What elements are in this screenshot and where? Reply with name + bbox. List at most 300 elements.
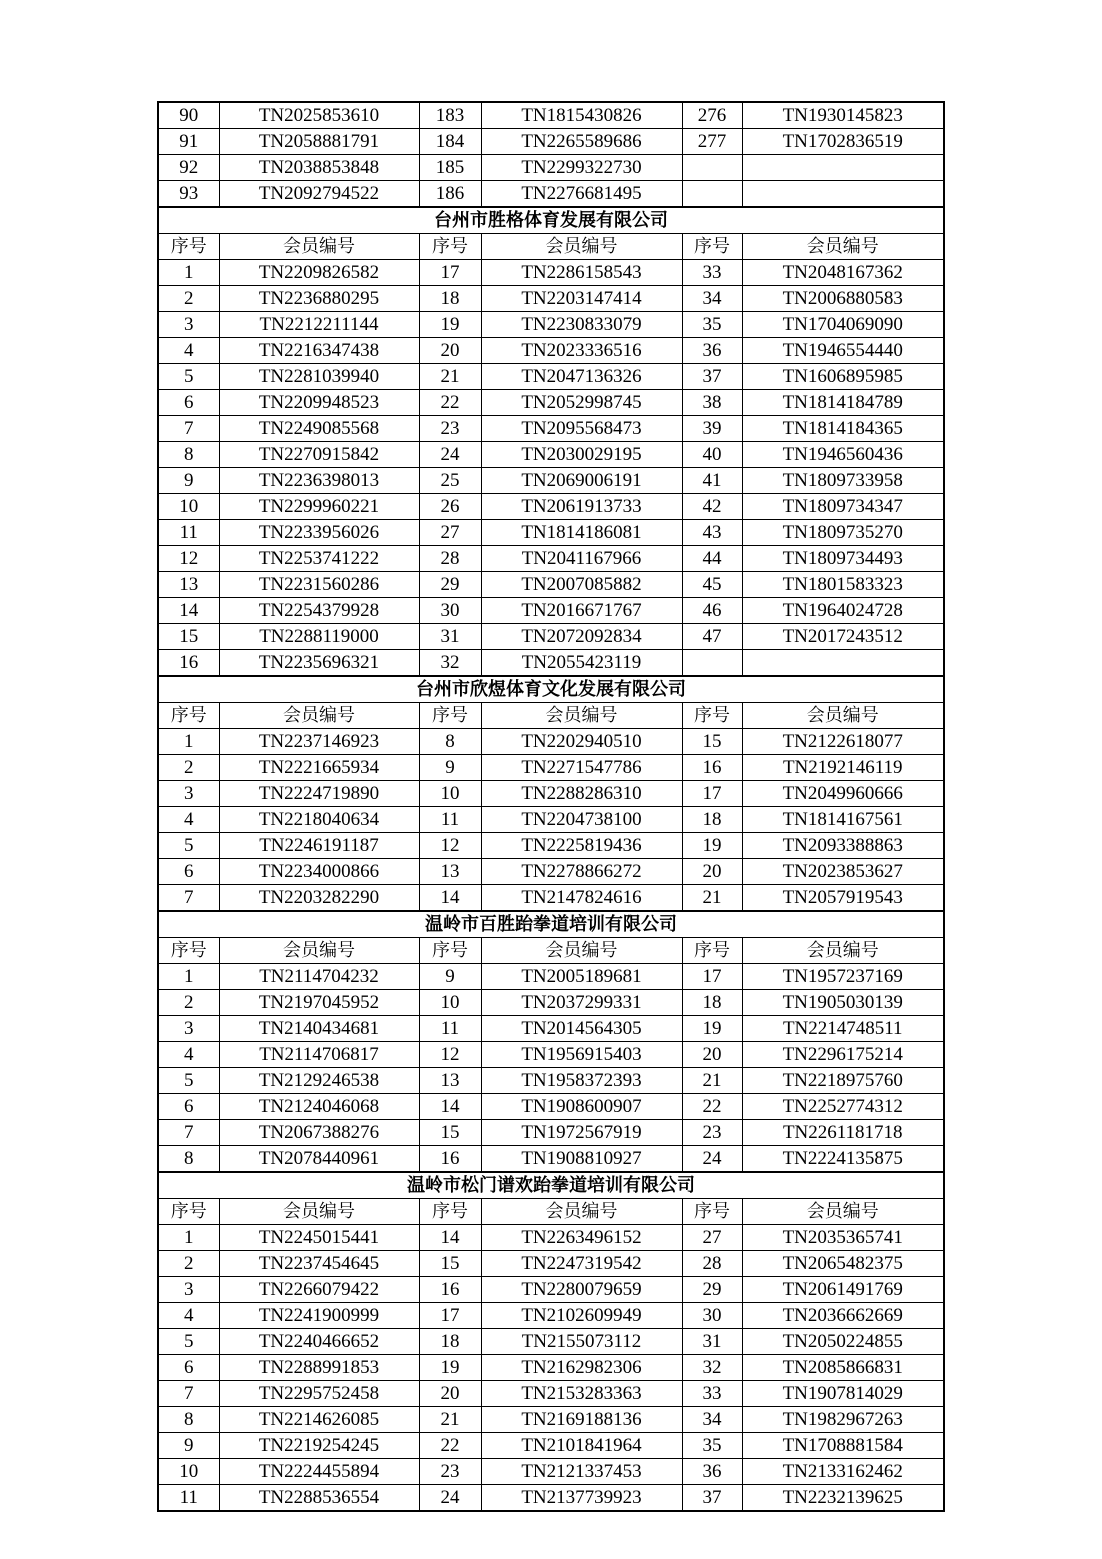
member-no-cell: TN2102609949 xyxy=(481,1303,682,1329)
member-no-cell: TN2137739923 xyxy=(481,1485,682,1512)
member-no-cell: TN2061913733 xyxy=(481,494,682,520)
seq-cell: 40 xyxy=(682,442,742,468)
seq-cell: 20 xyxy=(419,338,481,364)
seq-cell: 25 xyxy=(419,468,481,494)
seq-cell: 36 xyxy=(682,338,742,364)
member-no-cell: TN2252774312 xyxy=(742,1094,944,1120)
seq-cell: 277 xyxy=(682,129,742,155)
seq-cell: 16 xyxy=(682,755,742,781)
seq-cell: 15 xyxy=(158,624,219,650)
member-no-cell: TN1982967263 xyxy=(742,1407,944,1433)
seq-cell: 10 xyxy=(419,781,481,807)
member-no-cell: TN2218975760 xyxy=(742,1068,944,1094)
seq-cell: 4 xyxy=(158,1303,219,1329)
member-no-cell: TN2209826582 xyxy=(219,260,419,286)
member-no-cell: TN1905030139 xyxy=(742,990,944,1016)
header-member-no: 会员编号 xyxy=(481,234,682,260)
member-no-cell: TN2288286310 xyxy=(481,781,682,807)
member-no-cell: TN1815430826 xyxy=(481,102,682,129)
seq-cell: 14 xyxy=(158,598,219,624)
seq-cell xyxy=(682,181,742,208)
seq-cell: 90 xyxy=(158,102,219,129)
member-no-cell: TN2299960221 xyxy=(219,494,419,520)
table-row xyxy=(158,390,944,416)
member-no-cell: TN2030029195 xyxy=(481,442,682,468)
table-row xyxy=(158,1120,944,1146)
table-row xyxy=(158,520,944,546)
seq-cell: 10 xyxy=(158,494,219,520)
member-no-cell: TN2224135875 xyxy=(742,1146,944,1173)
member-no-cell: TN2065482375 xyxy=(742,1251,944,1277)
seq-cell: 2 xyxy=(158,755,219,781)
table-row xyxy=(158,1225,944,1251)
seq-cell: 9 xyxy=(158,468,219,494)
member-no-cell: TN2286158543 xyxy=(481,260,682,286)
member-no-cell: TN1946560436 xyxy=(742,442,944,468)
member-no-cell xyxy=(742,181,944,208)
table-row xyxy=(158,1485,944,1512)
seq-cell: 9 xyxy=(158,1433,219,1459)
header-seq: 序号 xyxy=(682,234,742,260)
seq-cell: 16 xyxy=(419,1146,481,1173)
table-row xyxy=(158,546,944,572)
member-no-cell: TN2203147414 xyxy=(481,286,682,312)
table-row xyxy=(158,1433,944,1459)
section-title-row xyxy=(158,676,944,703)
header-member-no: 会员编号 xyxy=(219,938,419,964)
member-no-cell: TN2037299331 xyxy=(481,990,682,1016)
member-no-cell: TN1956915403 xyxy=(481,1042,682,1068)
member-no-cell: TN2133162462 xyxy=(742,1459,944,1485)
seq-cell: 14 xyxy=(419,885,481,912)
member-no-cell: TN2221665934 xyxy=(219,755,419,781)
table-row xyxy=(158,1277,944,1303)
seq-cell: 35 xyxy=(682,312,742,338)
seq-cell: 4 xyxy=(158,338,219,364)
member-no-cell: TN2072092834 xyxy=(481,624,682,650)
header-row xyxy=(158,938,944,964)
member-no-cell: TN2236398013 xyxy=(219,468,419,494)
seq-cell: 2 xyxy=(158,1251,219,1277)
seq-cell: 15 xyxy=(419,1251,481,1277)
member-no-cell: TN2058881791 xyxy=(219,129,419,155)
member-no-cell: TN2209948523 xyxy=(219,390,419,416)
member-no-cell: TN2067388276 xyxy=(219,1120,419,1146)
seq-cell: 15 xyxy=(682,729,742,755)
table-row xyxy=(158,1042,944,1068)
seq-cell: 17 xyxy=(682,964,742,990)
seq-cell: 37 xyxy=(682,364,742,390)
member-no-cell: TN2203282290 xyxy=(219,885,419,912)
table-row xyxy=(158,781,944,807)
seq-cell: 45 xyxy=(682,572,742,598)
member-no-cell: TN2050224855 xyxy=(742,1329,944,1355)
member-no-cell: TN2095568473 xyxy=(481,416,682,442)
member-no-cell: TN2114704232 xyxy=(219,964,419,990)
seq-cell: 19 xyxy=(682,833,742,859)
member-no-cell: TN2299322730 xyxy=(481,155,682,181)
seq-cell: 8 xyxy=(158,1407,219,1433)
seq-cell: 3 xyxy=(158,1277,219,1303)
table-row xyxy=(158,1303,944,1329)
header-row xyxy=(158,1199,944,1225)
seq-cell: 11 xyxy=(419,807,481,833)
seq-cell: 30 xyxy=(419,598,481,624)
table-row xyxy=(158,807,944,833)
member-no-cell: TN2052998745 xyxy=(481,390,682,416)
seq-cell: 6 xyxy=(158,859,219,885)
seq-cell: 186 xyxy=(419,181,481,208)
seq-cell: 16 xyxy=(158,650,219,677)
member-no-cell: TN1958372393 xyxy=(481,1068,682,1094)
member-no-cell: TN2192146119 xyxy=(742,755,944,781)
seq-cell: 24 xyxy=(419,1485,481,1512)
member-no-cell: TN1964024728 xyxy=(742,598,944,624)
member-no-cell: TN2023853627 xyxy=(742,859,944,885)
table-row xyxy=(158,312,944,338)
member-no-cell: TN2122618077 xyxy=(742,729,944,755)
seq-cell: 17 xyxy=(419,1303,481,1329)
seq-cell: 9 xyxy=(419,755,481,781)
seq-cell: 47 xyxy=(682,624,742,650)
member-no-cell: TN1814167561 xyxy=(742,807,944,833)
seq-cell: 33 xyxy=(682,1381,742,1407)
seq-cell: 14 xyxy=(419,1225,481,1251)
header-seq: 序号 xyxy=(682,938,742,964)
section-title: 台州市胜格体育发展有限公司 xyxy=(158,207,944,234)
header-member-no: 会员编号 xyxy=(742,938,944,964)
seq-cell: 11 xyxy=(419,1016,481,1042)
table-row xyxy=(158,885,944,912)
member-no-cell: TN2214748511 xyxy=(742,1016,944,1042)
member-no-cell: TN1708881584 xyxy=(742,1433,944,1459)
member-no-cell: TN2057919543 xyxy=(742,885,944,912)
header-member-no: 会员编号 xyxy=(481,1199,682,1225)
table-row xyxy=(158,338,944,364)
member-no-cell: TN2296175214 xyxy=(742,1042,944,1068)
member-no-cell: TN2224455894 xyxy=(219,1459,419,1485)
member-no-cell: TN2005189681 xyxy=(481,964,682,990)
seq-cell: 42 xyxy=(682,494,742,520)
seq-cell: 19 xyxy=(419,1355,481,1381)
member-no-cell: TN1809735270 xyxy=(742,520,944,546)
table-row xyxy=(158,416,944,442)
table-row xyxy=(158,1459,944,1485)
member-no-cell: TN2114706817 xyxy=(219,1042,419,1068)
seq-cell: 12 xyxy=(419,833,481,859)
member-no-cell: TN2225819436 xyxy=(481,833,682,859)
member-no-cell: TN2235696321 xyxy=(219,650,419,677)
section xyxy=(158,676,944,911)
member-no-cell: TN1814184365 xyxy=(742,416,944,442)
seq-cell: 4 xyxy=(158,807,219,833)
member-no-cell: TN2016671767 xyxy=(481,598,682,624)
header-row xyxy=(158,234,944,260)
table-row xyxy=(158,729,944,755)
seq-cell: 37 xyxy=(682,1485,742,1512)
seq-cell: 92 xyxy=(158,155,219,181)
member-no-cell: TN2197045952 xyxy=(219,990,419,1016)
member-no-cell: TN2232139625 xyxy=(742,1485,944,1512)
seq-cell: 5 xyxy=(158,833,219,859)
section-title-row xyxy=(158,1172,944,1199)
member-no-cell: TN2270915842 xyxy=(219,442,419,468)
member-no-cell: TN2288119000 xyxy=(219,624,419,650)
member-no-cell: TN1972567919 xyxy=(481,1120,682,1146)
seq-cell: 32 xyxy=(682,1355,742,1381)
seq-cell: 46 xyxy=(682,598,742,624)
member-no-cell: TN2202940510 xyxy=(481,729,682,755)
member-no-cell: TN1957237169 xyxy=(742,964,944,990)
seq-cell xyxy=(682,650,742,677)
member-no-cell: TN2155073112 xyxy=(481,1329,682,1355)
member-no-cell: TN2140434681 xyxy=(219,1016,419,1042)
table-row xyxy=(158,833,944,859)
header-seq: 序号 xyxy=(419,234,481,260)
member-no-cell: TN2240466652 xyxy=(219,1329,419,1355)
member-no-cell xyxy=(742,650,944,677)
seq-cell: 22 xyxy=(419,1433,481,1459)
table-row xyxy=(158,181,944,208)
member-no-cell: TN1809734347 xyxy=(742,494,944,520)
member-no-cell: TN2233956026 xyxy=(219,520,419,546)
seq-cell: 8 xyxy=(158,442,219,468)
seq-cell: 2 xyxy=(158,286,219,312)
member-no-cell: TN2124046068 xyxy=(219,1094,419,1120)
seq-cell: 13 xyxy=(419,1068,481,1094)
seq-cell: 22 xyxy=(682,1094,742,1120)
table-row xyxy=(158,1251,944,1277)
seq-cell: 20 xyxy=(419,1381,481,1407)
seq-cell: 93 xyxy=(158,181,219,208)
seq-cell: 91 xyxy=(158,129,219,155)
member-no-cell: TN2041167966 xyxy=(481,546,682,572)
table-row xyxy=(158,1146,944,1173)
member-no-cell: TN2295752458 xyxy=(219,1381,419,1407)
header-seq: 序号 xyxy=(158,938,219,964)
member-no-cell: TN2230833079 xyxy=(481,312,682,338)
seq-cell: 31 xyxy=(682,1329,742,1355)
section xyxy=(158,207,944,676)
member-no-cell: TN2017243512 xyxy=(742,624,944,650)
section-title-row xyxy=(158,911,944,938)
member-no-cell: TN1908600907 xyxy=(481,1094,682,1120)
seq-cell: 19 xyxy=(682,1016,742,1042)
member-no-cell: TN2241900999 xyxy=(219,1303,419,1329)
seq-cell: 7 xyxy=(158,885,219,912)
header-seq: 序号 xyxy=(419,703,481,729)
seq-cell: 183 xyxy=(419,102,481,129)
seq-cell: 18 xyxy=(419,1329,481,1355)
table-row xyxy=(158,1068,944,1094)
member-no-cell: TN2212211144 xyxy=(219,312,419,338)
section xyxy=(158,911,944,1172)
seq-cell: 15 xyxy=(419,1120,481,1146)
section xyxy=(158,102,944,207)
member-no-cell xyxy=(742,155,944,181)
seq-cell: 41 xyxy=(682,468,742,494)
member-no-cell: TN2035365741 xyxy=(742,1225,944,1251)
member-no-cell: TN2254379928 xyxy=(219,598,419,624)
member-no-cell: TN2204738100 xyxy=(481,807,682,833)
table-row xyxy=(158,155,944,181)
seq-cell: 5 xyxy=(158,364,219,390)
member-no-cell: TN2247319542 xyxy=(481,1251,682,1277)
seq-cell: 5 xyxy=(158,1068,219,1094)
table-row xyxy=(158,1329,944,1355)
seq-cell: 22 xyxy=(419,390,481,416)
header-seq: 序号 xyxy=(158,234,219,260)
seq-cell: 8 xyxy=(158,1146,219,1173)
member-no-cell: TN2036662669 xyxy=(742,1303,944,1329)
table-row xyxy=(158,755,944,781)
seq-cell xyxy=(682,155,742,181)
member-no-cell: TN2245015441 xyxy=(219,1225,419,1251)
seq-cell: 185 xyxy=(419,155,481,181)
header-seq: 序号 xyxy=(419,938,481,964)
table-row xyxy=(158,859,944,885)
seq-cell: 32 xyxy=(419,650,481,677)
seq-cell: 7 xyxy=(158,1381,219,1407)
seq-cell: 11 xyxy=(158,1485,219,1512)
member-no-cell: TN2006880583 xyxy=(742,286,944,312)
table-row xyxy=(158,1016,944,1042)
seq-cell: 2 xyxy=(158,990,219,1016)
member-no-cell: TN2101841964 xyxy=(481,1433,682,1459)
member-no-cell: TN2048167362 xyxy=(742,260,944,286)
seq-cell: 5 xyxy=(158,1329,219,1355)
seq-cell: 30 xyxy=(682,1303,742,1329)
header-seq: 序号 xyxy=(158,1199,219,1225)
seq-cell: 3 xyxy=(158,1016,219,1042)
member-no-cell: TN2025853610 xyxy=(219,102,419,129)
member-no-cell: TN1930145823 xyxy=(742,102,944,129)
table-row xyxy=(158,286,944,312)
header-member-no: 会员编号 xyxy=(742,703,944,729)
seq-cell: 36 xyxy=(682,1459,742,1485)
header-member-no: 会员编号 xyxy=(742,234,944,260)
seq-cell: 23 xyxy=(419,1459,481,1485)
seq-cell: 7 xyxy=(158,1120,219,1146)
header-seq: 序号 xyxy=(682,703,742,729)
seq-cell: 21 xyxy=(682,885,742,912)
seq-cell: 26 xyxy=(419,494,481,520)
member-no-cell: TN1907814029 xyxy=(742,1381,944,1407)
seq-cell: 21 xyxy=(419,364,481,390)
member-no-cell: TN2261181718 xyxy=(742,1120,944,1146)
section-title: 台州市欣煜体育文化发展有限公司 xyxy=(158,676,944,703)
table-row xyxy=(158,102,944,129)
seq-cell: 3 xyxy=(158,312,219,338)
seq-cell: 184 xyxy=(419,129,481,155)
member-no-cell: TN2047136326 xyxy=(481,364,682,390)
seq-cell: 20 xyxy=(682,859,742,885)
seq-cell: 29 xyxy=(419,572,481,598)
seq-cell: 4 xyxy=(158,1042,219,1068)
seq-cell: 35 xyxy=(682,1433,742,1459)
seq-cell: 10 xyxy=(158,1459,219,1485)
seq-cell: 21 xyxy=(682,1068,742,1094)
member-no-cell: TN2219254245 xyxy=(219,1433,419,1459)
seq-cell: 1 xyxy=(158,964,219,990)
header-seq: 序号 xyxy=(419,1199,481,1225)
seq-cell: 6 xyxy=(158,390,219,416)
section xyxy=(158,1172,944,1511)
seq-cell: 11 xyxy=(158,520,219,546)
table-row xyxy=(158,572,944,598)
member-no-cell: TN2069006191 xyxy=(481,468,682,494)
header-seq: 序号 xyxy=(682,1199,742,1225)
member-table xyxy=(157,101,945,1512)
member-no-cell: TN2266079422 xyxy=(219,1277,419,1303)
member-no-cell: TN1946554440 xyxy=(742,338,944,364)
seq-cell: 19 xyxy=(419,312,481,338)
member-no-cell: TN2237146923 xyxy=(219,729,419,755)
seq-cell: 3 xyxy=(158,781,219,807)
member-no-cell: TN2216347438 xyxy=(219,338,419,364)
member-no-cell: TN2162982306 xyxy=(481,1355,682,1381)
header-member-no: 会员编号 xyxy=(219,234,419,260)
member-no-cell: TN2014564305 xyxy=(481,1016,682,1042)
member-no-cell: TN2237454645 xyxy=(219,1251,419,1277)
member-no-cell: TN1809733958 xyxy=(742,468,944,494)
member-no-cell: TN2147824616 xyxy=(481,885,682,912)
seq-cell: 8 xyxy=(419,729,481,755)
header-member-no: 会员编号 xyxy=(481,703,682,729)
member-no-cell: TN2129246538 xyxy=(219,1068,419,1094)
seq-cell: 28 xyxy=(419,546,481,572)
member-no-cell: TN2049960666 xyxy=(742,781,944,807)
table-row xyxy=(158,260,944,286)
member-no-cell: TN2224719890 xyxy=(219,781,419,807)
seq-cell: 27 xyxy=(682,1225,742,1251)
seq-cell: 20 xyxy=(682,1042,742,1068)
table-row xyxy=(158,990,944,1016)
seq-cell: 1 xyxy=(158,1225,219,1251)
seq-cell: 29 xyxy=(682,1277,742,1303)
seq-cell: 33 xyxy=(682,260,742,286)
member-no-cell: TN2249085568 xyxy=(219,416,419,442)
seq-cell: 6 xyxy=(158,1094,219,1120)
member-no-cell: TN2092794522 xyxy=(219,181,419,208)
member-no-cell: TN2007085882 xyxy=(481,572,682,598)
member-no-cell: TN1702836519 xyxy=(742,129,944,155)
member-no-cell: TN2055423119 xyxy=(481,650,682,677)
member-no-cell: TN2085866831 xyxy=(742,1355,944,1381)
seq-cell: 9 xyxy=(419,964,481,990)
member-no-cell: TN2246191187 xyxy=(219,833,419,859)
member-no-cell: TN1801583323 xyxy=(742,572,944,598)
seq-cell: 44 xyxy=(682,546,742,572)
member-no-cell: TN2280079659 xyxy=(481,1277,682,1303)
seq-cell: 17 xyxy=(682,781,742,807)
table-row xyxy=(158,442,944,468)
seq-cell: 24 xyxy=(419,442,481,468)
seq-cell: 34 xyxy=(682,286,742,312)
member-no-cell: TN1809734493 xyxy=(742,546,944,572)
member-no-cell: TN1908810927 xyxy=(481,1146,682,1173)
member-no-cell: TN1814184789 xyxy=(742,390,944,416)
seq-cell: 23 xyxy=(419,416,481,442)
member-no-cell: TN2231560286 xyxy=(219,572,419,598)
seq-cell: 31 xyxy=(419,624,481,650)
member-no-cell: TN2271547786 xyxy=(481,755,682,781)
seq-cell: 17 xyxy=(419,260,481,286)
table-row xyxy=(158,598,944,624)
table-row xyxy=(158,650,944,677)
member-no-cell: TN2236880295 xyxy=(219,286,419,312)
section-title: 温岭市松门谱欢跆拳道培训有限公司 xyxy=(158,1172,944,1199)
